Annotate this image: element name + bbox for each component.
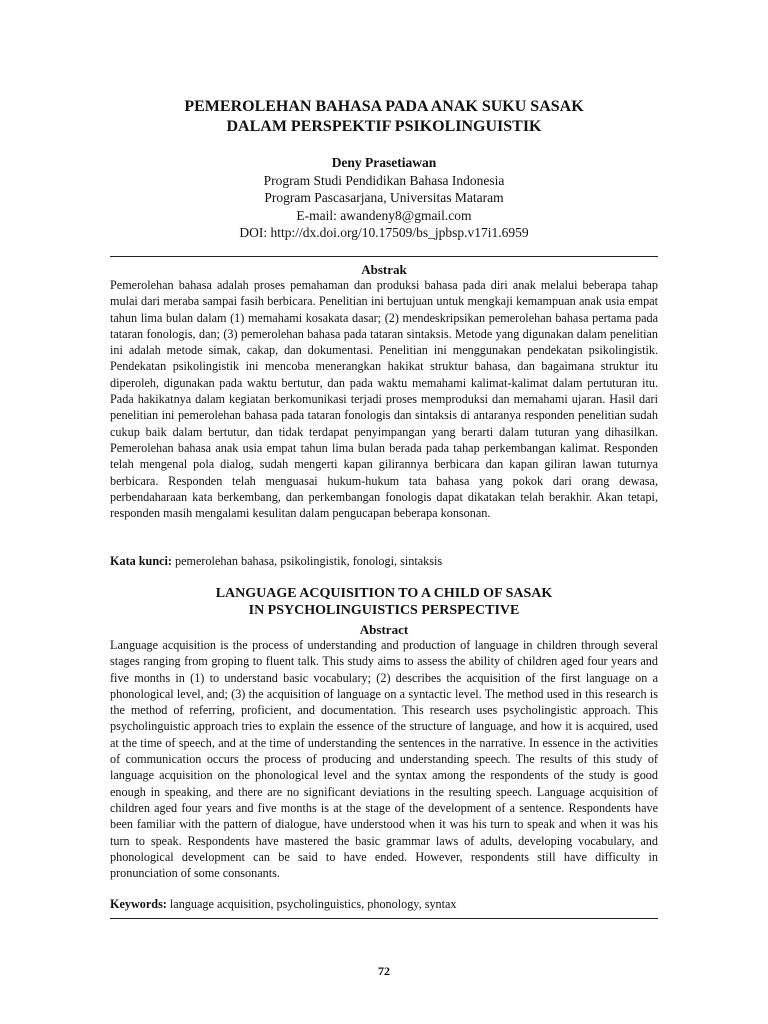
kata-kunci-values: pemerolehan bahasa, psikolingistik, fonologi, sintaksis: [171, 554, 443, 568]
author-block: [110, 154, 658, 242]
bottom-divider: [110, 918, 658, 919]
kata-kunci-label: Kata kunci:: [110, 554, 172, 568]
english-title: [110, 585, 658, 619]
author-school: Program Pascasarjana, Universitas Mataram: [264, 190, 504, 205]
author-program: Program Studi Pendidikan Bahasa Indonesia: [263, 172, 505, 188]
page-number: 72: [378, 964, 390, 978]
keywords: [110, 896, 658, 912]
abstrak-heading: Abstrak: [361, 262, 407, 277]
paper-title-line-2: DALAM PERSPEKTIF PSIKOLINGUISTIK: [226, 118, 542, 135]
abstract-text: Language acquisition is the process of understanding and production of language in children through several stages ranging from groping to fluent talk. This study aims to assess the ability of children aged four years and five months in (1) to understand basic vocabulary; (2) describes the acquisition of the first language on a phonological level, and; (3) the acquisition of language on a syntactic level. The method used in this research is the method of referring, proficient, and documentation. This research uses psycholingistic approach. This psycholinguistic approach tries to explain the essence of the structure of language, and how it is acquired, used at the time of speech, and at the time of understanding the sentences in the narrative. In essence in the activities of communication occurs the process of producing and understanding speech. The results of this study of language acquisition on the phonological level and the syntax among the respondents of the study is good enough in speaking, and there are no significant deviations in the resulting speech. Language acquisition of children aged four years and five months is at the stage of the development of a sentence. Respondents have been familiar with the pattern of dialogue, have understood when it was his turn to speak and when it was his turn to speak. Respondents have mastered the basic grammar laws of adults, developing vocabulary, and phonological development can be said to have ended. However, respondents still have difficulty in pronunciation of some consonants.: [110, 638, 658, 881]
paper-title: [110, 97, 658, 137]
keywords-label: Keywords:: [110, 897, 167, 911]
author-email: E-mail: awandeny8@gmail.com: [296, 207, 472, 223]
abstrak-text: Pemerolehan bahasa adalah proses pemahaman dan produksi bahasa pada diri anak melalui beberapa tahap mulai dari meraba sampai fasih berbicara. Penelitian ini bertujuan untuk mengkaji kemampuan anak usia empat tahun lima bulan dalam (1) memahami kosakata dasar; (2) mendeskripsikan pemerolehan bahasa pertama pada tataran fonologis, dan; (3) pemerolehan bahasa pada tataran sintaksis. Metode yang digunakan dalam penelitian ini adalah metode simak, cakap, dan dokumentasi. Penelitian ini menggunakan pendekatan psikolingistik. Pendekatan psikolingistik ini mencoba menerangkan hakikat struktur bahasa, dan bagaimana struktur itu diperoleh, digunakan pada waktu bertutur, dan pada waktu memahami kalimat-kalimat dalam pertuturan itu. Pada hakikatnya dalam kegiatan berkomunikasi terjadi proses memproduksi dan memahami ujaran. Hasil dari penelitian ini pemerolehan bahasa pada tataran fonologis dan sintaksis di antaranya responden penelitian sudah cukup baik dalam bertutur, dan tidak terdapat penyimpangan yang berarti dalam tuturan yang dihasilkan. Pemerolehan bahasa anak usia empat tahun lima bulan berada pada tahap perkembangan kalimat. Responden telah mengenal pola dialog, sudah mengerti kapan gilirannya berbicara dan kapan giliran lawan tuturnya berbicara. Responden telah menguasai hukum-hukum tata bahasa yang pokok dari orang dewasa, perbendaharaan kata berkembang, dan perkembangan fonologis dapat dikatakan telah berakhir. Akan tetapi, responden masih mengalami kesulitan dalam pengucapan beberapa konsonan.: [110, 278, 658, 521]
english-title-line-1: LANGUAGE ACQUISITION TO A CHILD OF SASAK: [215, 586, 553, 601]
keywords-values: language acquisition, psycholinguistics, phonology, syntax: [166, 897, 457, 911]
author-name: Deny Prasetiawan: [331, 155, 437, 170]
abstract-heading: Abstract: [359, 622, 409, 637]
article-doi: DOI: http://dx.doi.org/10.17509/bs_jpbsp.v17i1.6959: [239, 225, 529, 240]
english-title-line-2: IN PSYCHOLINGUISTICS PERSPECTIVE: [248, 603, 520, 618]
top-divider: [110, 256, 658, 257]
paper-title-line-1: PEMEROLEHAN BAHASA PADA ANAK SUKU SASAK: [184, 98, 584, 115]
kata-kunci: [110, 553, 658, 569]
